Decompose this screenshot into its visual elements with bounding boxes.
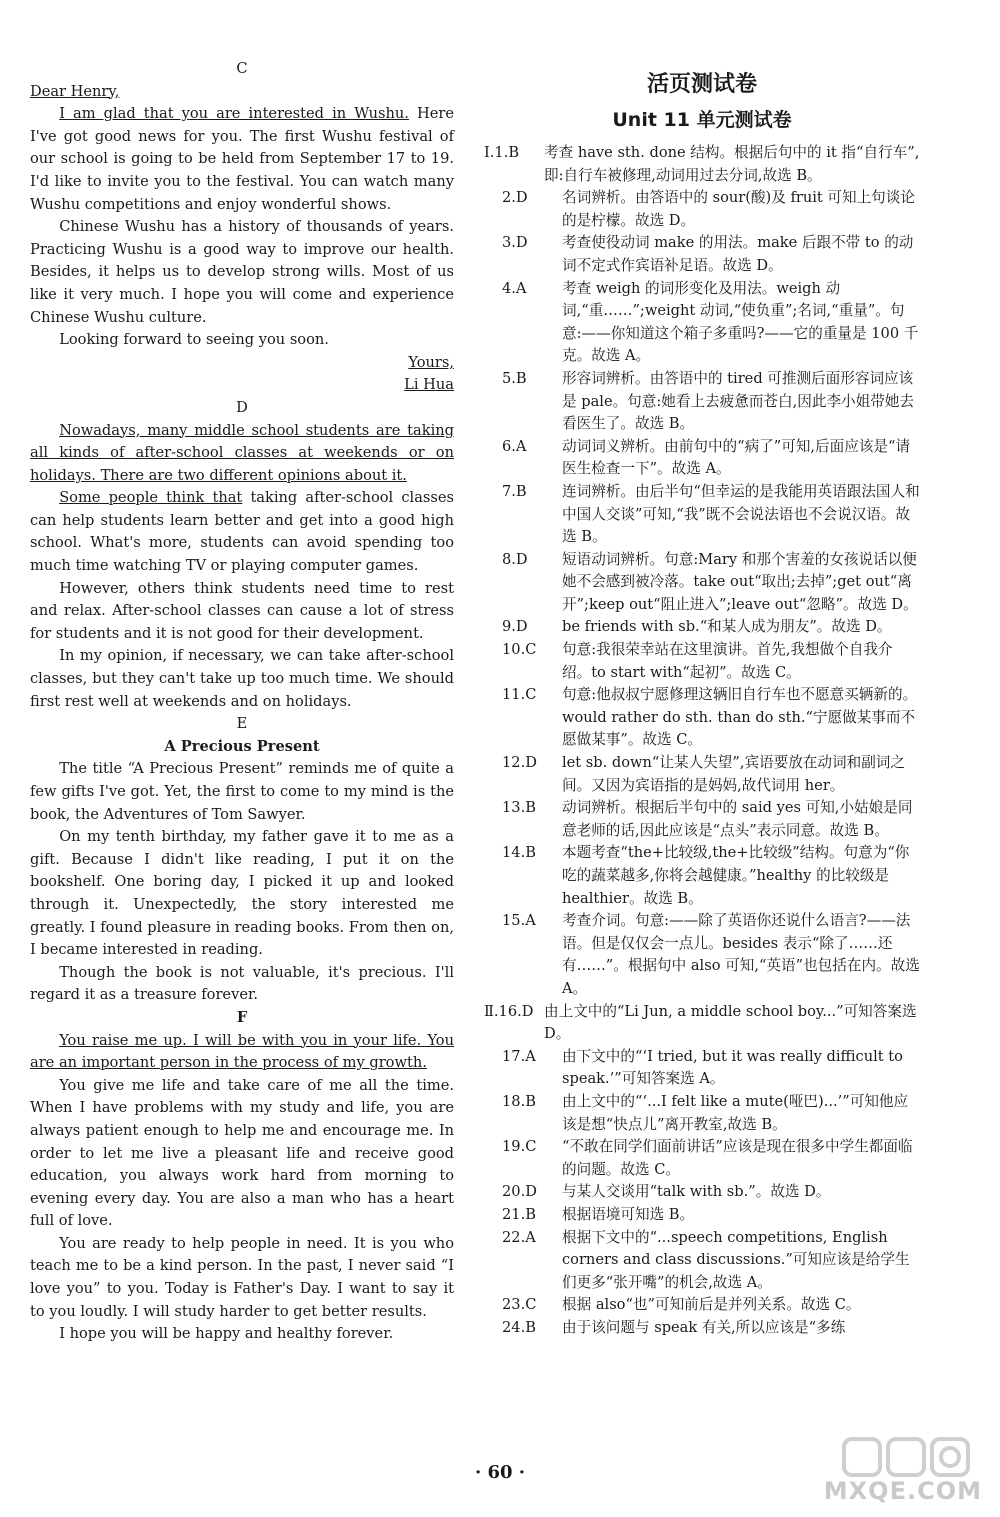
answer-explanation: 由于该问题与 speak 有关,所以应该是“多练 (562, 1318, 846, 1336)
letter-salutation: Dear Henry, (30, 82, 120, 100)
paragraph-text: taking after-school classes can help students learn better and get into a good high school. What's more, students can avoid spending too much time watching TV or playing computer games. (30, 489, 454, 575)
paragraph: Chinese Wushu has a history of thousands of years. Practicing Wushu is a good way to improve our health. Besides, it helps us to develop strong wills. Most of us like it very much. I hope you will come and experience Chinese Wushu culture. (30, 218, 454, 326)
paragraph-text: Here I've got good news for you. The first Wushu festival of our school is going to be held from September 17 to 19. I'd like to invite you to the festival. You can watch many Wushu competitions and enjoy wonderful shows. (30, 105, 454, 213)
section-label-e: E (236, 715, 248, 733)
answer-item (484, 1046, 920, 1091)
answer-explanation: 句意:他叔叔宁愿修理这辆旧自行车也不愿意买辆新的。would rather do sth. than do sth.“宁愿做某事而不愿做某事”。故选 C。 (562, 686, 918, 749)
answer-number: 17.A (502, 1047, 536, 1065)
underlined-phrase: Some people think that (59, 489, 243, 507)
answer-explanation: 本题考查“the+比较级,the+比较级”结构。句意为“你吃的蔬菜越多,你将会越健康。”healthy 的比较级是 healthier。故选 B。 (562, 844, 910, 907)
page-number: · 60 · (474, 1462, 526, 1483)
answer-explanation: 形容词辨析。由答语中的 tired 可推测后面形容词应该是 pale。句意:她看上去疲惫而苍白,因此李小姐带她去看医生了。故选 B。 (562, 369, 915, 433)
signature-closing: Yours, (408, 353, 454, 371)
section-label-d: D (236, 398, 248, 416)
paragraph: You give me life and take care of me all the time. When I have problems with my study and life, you are always patient enough to help me and encourage me. In order to let me live a pleasant life and receive good education, you always work hard from morning to evening every day. You are also a man who has a heart full of love. (30, 1076, 454, 1230)
answer-explanation: 根据下文中的“...speech competitions, English corners and class discussions.”可知应该是给学生们更多“张开嘴”的机会,故选 A。 (562, 1228, 910, 1291)
answer-number: 14.B (502, 844, 536, 862)
answer-number: 7.B (502, 482, 527, 500)
answer-explanation: 根据语境可知选 B。 (562, 1205, 695, 1223)
watermark (823, 1435, 986, 1507)
answer-explanation: 根据 also“也”可知前后是并列关系。故选 C。 (562, 1296, 861, 1314)
answer-item (484, 910, 920, 1000)
section-label-c: C (236, 60, 248, 77)
answer-item (484, 1204, 920, 1227)
paragraph: Though the book is not valuable, it's precious. I'll regard it as a treasure forever. (30, 963, 454, 1004)
letter-signature (30, 352, 454, 397)
answer-item (484, 232, 920, 277)
answer-explanation: 由下文中的“‘I tried, but it was really difficult to speak.’”可知答案选 A。 (562, 1047, 903, 1088)
watermark-logo-icon (842, 1435, 972, 1479)
underlined-sentence: Nowadays, many middle school students are taking all kinds of after-school classes at weekends or on holidays. There are two different opinions about it. (30, 421, 454, 484)
answer-item (484, 436, 920, 481)
answer-explanation: be friends with sb.“和某人成为朋友”。故选 D。 (562, 618, 892, 636)
underlined-sentence: I am glad that you are interested in Wushu. (59, 105, 409, 123)
answer-item (484, 1181, 920, 1204)
answer-item (484, 1091, 920, 1136)
answer-item (484, 549, 920, 617)
watermark-text: MXQE.COM (823, 1477, 982, 1505)
answer-item (484, 368, 920, 436)
section-label-f: F (236, 1008, 248, 1026)
answer-explanation: let sb. down“让某人失望”,宾语要放在动词和副词之间。又因为宾语指的是妈妈,故代词用 her。 (562, 754, 905, 794)
answer-explanation: “不敢在同学们面前讲话”应该是现在很多中学生都面临的问题。故选 C。 (562, 1138, 913, 1178)
answer-number: 18.B (502, 1092, 536, 1110)
answer-explanation: 句意:我很荣幸站在这里演讲。首先,我想做个自我介绍。to start with“起初”。故选 C。 (562, 641, 893, 681)
answer-explanation: 考查介词。句意:——除了英语你还说什么语言?——法语。但是仅仅会一点儿。besides 表示“除了……还有……”。根据句中 also 可知,“英语”也包括在内。故选 A。 (562, 912, 920, 997)
paragraph: On my tenth birthday, my father gave it to me as a gift. Because I didn't like reading, I put it on the bookshelf. One boring day, I picked it up and looked through it. Unexpectedly, the story interested me greatly. I found pleasure in reading books. From then on, I became interested in reading. (30, 828, 454, 959)
paragraph: The title “A Precious Present” reminds me of quite a few gifts I've got. Yet, the first to come to my mind is the book, the Adventures of Tom Sawyer. (30, 760, 454, 823)
answer-number: 9.D (502, 618, 528, 636)
answer-explanation: 考查 weigh 的词形变化及用法。weigh 动词,“重……”;weight 动词,“使负重”;名词,“重量”。句意:——你知道这个箱子多重吗?——它的重量是 100 千克。故选 A。 (562, 279, 919, 365)
paragraph (30, 1030, 454, 1075)
answer-number: 10.C (502, 641, 537, 659)
paragraph: I hope you will be happy and healthy forever. (59, 1325, 394, 1343)
answer-item (484, 797, 920, 842)
answer-number: 21.B (502, 1205, 536, 1223)
answer-item (484, 187, 920, 232)
paragraph: However, others think students need time to rest and relax. After-school classes can cause a lot of stress for students and it is not good for their development. (30, 579, 454, 642)
answer-list (484, 142, 920, 1339)
answer-item (484, 278, 920, 368)
answer-explanation: 由上文中的“Li Jun, a middle school boy...”可知答案选 D。 (544, 1002, 917, 1043)
underlined-sentence: You raise me up. I will be with you in your life. You are an important person in the process of my growth. (30, 1031, 454, 1072)
answer-number: 22.A (502, 1228, 536, 1246)
answer-number: 2.D (502, 189, 528, 207)
page-title: 活页测试卷 (646, 72, 757, 97)
paragraph: You are ready to help people in need. It is you who teach me to be a kind person. In the past, I never said “I love you” to you. Today is Father's Day. I want to say it to you loudly. I will study harder to get better results. (30, 1234, 454, 1320)
answer-number: 3.D (502, 234, 528, 252)
answer-explanation: 由上文中的“‘...I felt like a mute(哑巴)...’”可知他应该是想“快点儿”离开教室,故选 B。 (562, 1092, 909, 1133)
answer-explanation: 短语动词辨析。句意:Mary 和那个害羞的女孩说话以便她不会感到被冷落。take out“取出;去掉”;get out“离开”;keep out“阻止进入”;leave out“忽略”。故选 D。 (562, 550, 918, 613)
answer-explanation: 名词辨析。由答语中的 sour(酸)及 fruit 可知上句谈论的是柠檬。故选 D。 (562, 189, 915, 229)
answer-number: 4.A (502, 279, 527, 297)
left-column (30, 58, 454, 1346)
right-column (484, 68, 920, 1339)
answer-item (484, 481, 920, 549)
answer-explanation: 考查使役动词 make 的用法。make 后跟不带 to 的动词不定式作宾语补足语。故选 D。 (562, 234, 914, 274)
answer-explanation: 动词辨析。根据后半句中的 said yes 可知,小姑娘是同意老师的话,因此应该是“点头”表示同意。故选 B。 (562, 799, 913, 839)
answer-explanation: 考查 have sth. done 结构。根据后句中的 it 指“自行车”,即:自行车被修理,动词用过去分词,故选 B。 (544, 144, 920, 184)
paragraph: In my opinion, if necessary, we can take after-school classes, but they can't take up too much time. We should first rest well at weekends and on holidays. (30, 647, 454, 710)
answer-item (484, 1294, 920, 1317)
answer-item (484, 684, 920, 752)
answer-number: 5.B (502, 369, 527, 387)
answer-explanation: 连词辨析。由后半句“但幸运的是我能用英语跟法国人和中国人交谈”可知,“我”既不会说法语也不会说汉语。故选 B。 (562, 482, 920, 546)
answer-number: 13.B (502, 799, 536, 817)
answer-item (484, 1227, 920, 1295)
paragraph (30, 420, 454, 488)
answer-item (484, 752, 920, 797)
answer-number: 15.A (502, 912, 536, 930)
answer-item (484, 1136, 920, 1181)
answer-item (484, 1001, 920, 1046)
essay-title: A Precious Present (164, 737, 320, 755)
answer-item (484, 639, 920, 684)
answer-number: 8.D (502, 550, 528, 568)
answer-number: Ⅱ.16.D (484, 1002, 534, 1020)
paragraph: Looking forward to seeing you soon. (59, 331, 329, 349)
answer-number: 11.C (502, 686, 537, 704)
answer-number: 20.D (502, 1183, 537, 1201)
answer-number: Ⅰ.1.B (484, 144, 520, 161)
answer-number: 6.A (502, 437, 527, 455)
answer-explanation: 与某人交谈用“talk with sb.”。故选 D。 (562, 1183, 831, 1201)
answer-explanation: 动词词义辨析。由前句中的“病了”可知,后面应该是“请医生检查一下”。故选 A。 (562, 437, 911, 478)
paragraph (30, 103, 454, 216)
signature-name: Li Hua (404, 376, 454, 394)
answer-number: 24.B (502, 1318, 536, 1336)
answer-item (484, 142, 920, 187)
answer-item (484, 842, 920, 910)
answer-item (484, 616, 920, 639)
unit-test-title: Unit 11 单元测试卷 (612, 109, 792, 131)
answer-number: 12.D (502, 754, 537, 772)
answer-item (484, 1317, 920, 1340)
paragraph (30, 487, 454, 577)
answer-number: 23.C (502, 1296, 537, 1314)
answer-number: 19.C (502, 1138, 537, 1156)
